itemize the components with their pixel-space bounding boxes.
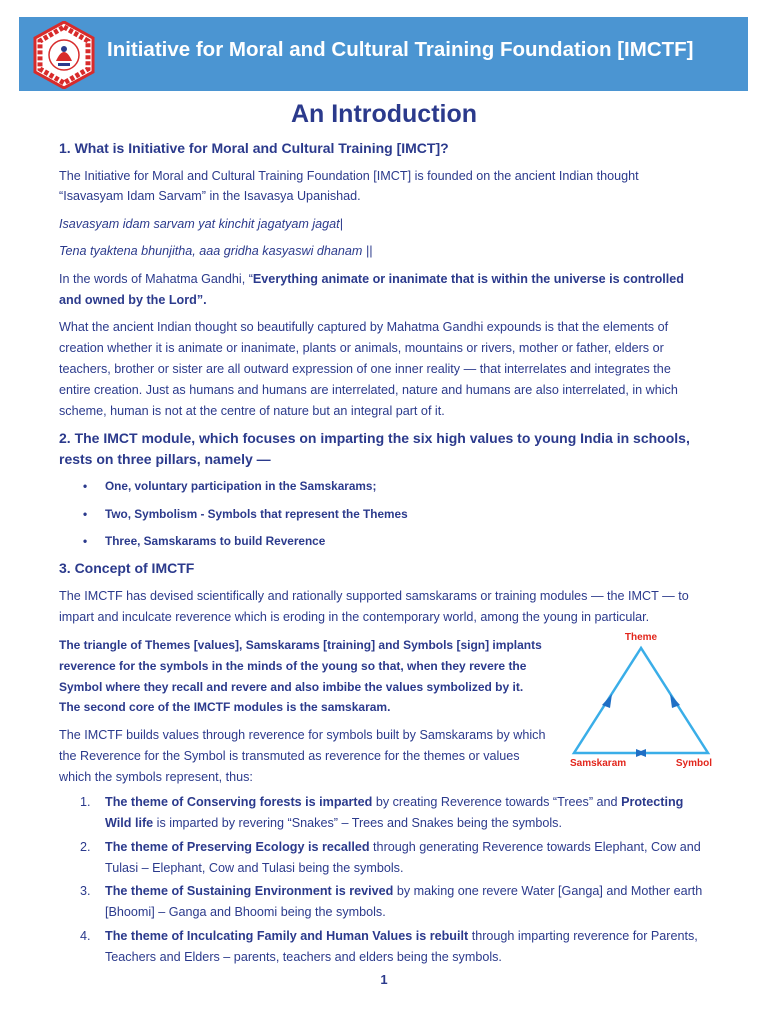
section-2-heading-line-2: rests on three pillars, namely — [59,451,271,467]
triangle-bold-line-3: Symbol where they recall and revere and also imbibe the values symbolized by it. [59,680,524,694]
list-item-3-line-2: [Bhoomi] – Ganga and Bhoomi being the symbols. [105,905,386,919]
triangle-label-samskaram: Samskaram [570,758,627,769]
triangle-bold-line-4: The second core of the IMCTF modules is the samskaram. [59,700,391,714]
section-3-para-2-line-1: The IMCTF builds values through reverence for symbols built by Samskarams by which [59,728,546,742]
header-banner [19,17,748,91]
section-1-para-3-line-4: entire creation. Just as humans and humans are interrelated, nature and humans are also interrelated, in which [59,383,678,397]
list-item-2-bold: The theme of Preserving Ecology is recalled [105,840,370,854]
triangle-label-theme: Theme [624,632,658,643]
list-item-1-bold-2: Protecting [621,795,684,809]
list-number: 4. [80,929,91,943]
gandhi-quote-line-1 [59,269,710,290]
theme-samskaram-symbol-triangle [566,628,716,770]
sanskrit-verse-line-2: Tena tyaktena bhunjitha, aaa gridha kasyaswi dhanam || [59,244,373,258]
gandhi-quote-bold-2: and owned by the Lord”. [59,293,207,307]
theme-list-item-3-text [105,881,712,923]
bullet-dot-icon: • [83,507,88,521]
list-item-2-rest: through generating Reverence towards Elephant, Cow and [369,840,701,854]
pillar-bullet-3-text: Three, Samskarams to build Reverence [105,534,326,548]
gandhi-quote-prefix: In the words of Mahatma Gandhi, “ [59,272,253,286]
list-item-4-rest: through imparting reverence for Parents, [468,929,698,943]
list-item-1-bold: The theme of Conserving forests is imparted [105,795,373,809]
list-number: 2. [80,840,91,854]
list-item-1-rest: by creating Reverence towards “Trees” and [372,795,622,809]
theme-list-item-4-text [105,926,712,968]
theme-list-item-2-text [105,837,712,879]
banner-title: Initiative for Moral and Cultural Training Foundation [IMCTF] [107,38,694,61]
list-item-4-line-2: Teachers and Elders – parents, teachers and elders being the symbols. [105,950,502,964]
section-1-para-3-line-3: teachers, brother or sister are all outward expression of one inner reality — that interrelates and integrates the [59,362,671,376]
pillar-bullet-2-text: Two, Symbolism - Symbols that represent the Themes [105,507,408,521]
list-item-3-bold: The theme of Sustaining Environment is revived [105,884,394,898]
gandhi-quote-bold-1: Everything animate or inanimate that is within the universe is controlled [252,272,684,286]
triangle-label-symbol: Symbol [675,758,712,769]
section-1-para-1-line-2: “Isavasyam Idam Sarvam” in the Isavasya Upanishad. [59,189,361,203]
triangle-bold-line-2: reverence for the symbols in the minds of the young so that, when they revere the [59,659,527,673]
section-3-heading: 3. Concept of IMCTF [59,560,195,576]
bullet-dot-icon: • [83,534,88,548]
imctf-logo-icon [27,21,101,89]
gandhi-quote-line-2 [59,290,710,311]
section-1-para-1-line-1: The Initiative for Moral and Cultural Training Foundation [IMCT] is founded on the ancient Indian thought [59,169,639,183]
section-3-para-1-line-1: The IMCTF has devised scientifically and rationally supported samskarams or training modules — the IMCT — to [59,589,689,603]
list-item-1-line-2-rest: is imparted by revering “Snakes” – Trees and Snakes being the symbols. [153,816,562,830]
list-item-2-line-2: Tulasi – Elephant, Cow and Tulasi being the symbols. [105,861,404,875]
pillar-bullet-1 [83,479,376,493]
section-2-heading-line-1: 2. The IMCT module, which focuses on imparting the six high values to young India in schools, [59,430,690,446]
section-3-para-2-line-2: the Reverence for the Symbol is transmuted as reverence for the themes or values [59,749,520,763]
list-item-4-bold: The theme of Inculcating Family and Human Values is rebuilt [105,929,469,943]
list-number: 1. [80,795,91,809]
theme-list-item-1-text [105,792,712,834]
section-3-para-1-line-2: impart and inculcate reverence which is eroding in the contemporary world, among the young in particular. [59,610,650,624]
bullet-dot-icon: • [83,479,88,493]
section-3-para-2-line-3: which the symbols represent, thus: [59,770,253,784]
sanskrit-verse-line-1: Isavasyam idam sarvam yat kinchit jagatyam jagat| [59,217,343,231]
pillar-bullet-2 [83,507,408,521]
list-item-3-rest: by making one revere Water [Ganga] and Mother earth [393,884,703,898]
pillar-bullet-1-text: One, voluntary participation in the Samskarams; [105,479,377,493]
section-1-heading: 1. What is Initiative for Moral and Cultural Training [IMCT]? [59,140,449,156]
triangle-outline [574,648,708,753]
triangle-bold-line-1: The triangle of Themes [values], Samskarams [training] and Symbols [sign] implants [59,638,542,652]
page-number: 1 [380,972,388,987]
list-number: 3. [80,884,91,898]
pillar-bullet-3 [83,534,325,548]
page-title: An Introduction [290,100,478,128]
section-1-para-3-line-2: creation whether it is animate or inanimate, plants or animals, mountains or rivers, mother or father, elders or [59,341,664,355]
list-item-1-line-2-bold: Wild life [105,816,154,830]
section-1-para-3-line-5: scheme, human is not at the centre of nature but an integral part of it. [59,404,445,418]
section-1-para-3-line-1: What the ancient Indian thought so beautifully captured by Mahatma Gandhi expounds is that the elements of [59,320,669,334]
